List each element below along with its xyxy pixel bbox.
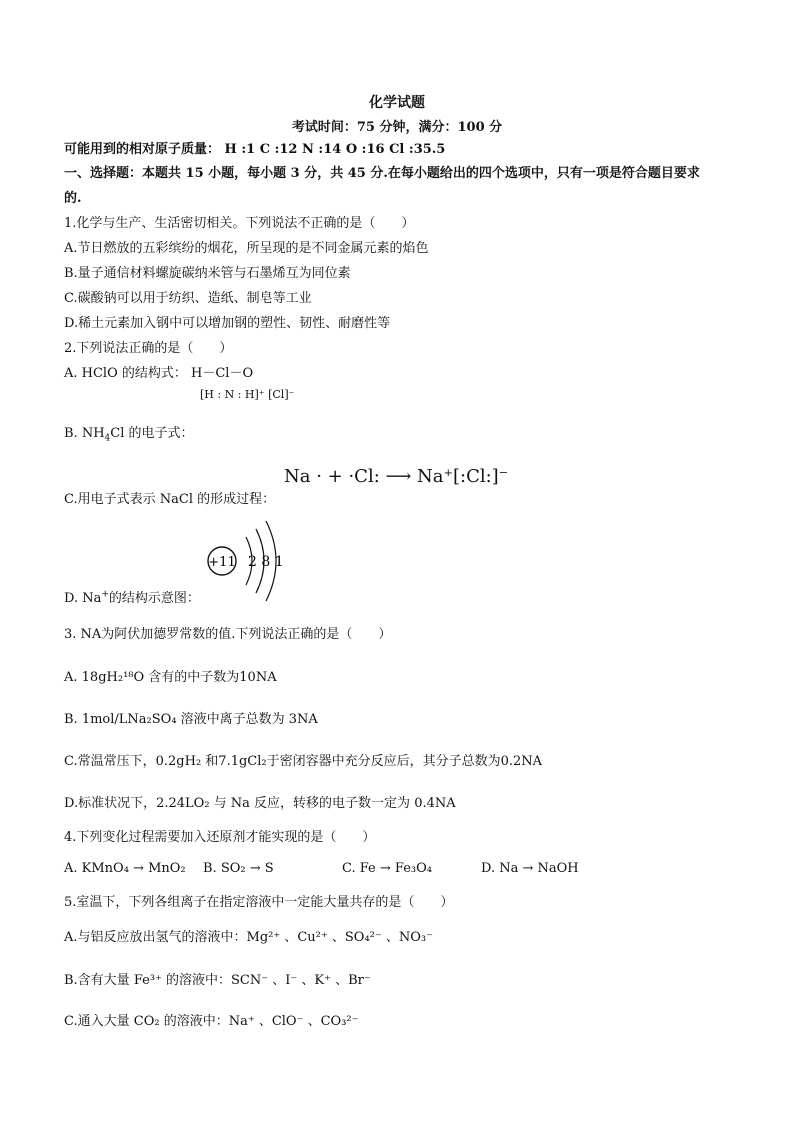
q1-stem: 1.化学与生产、生活密切相关。下列说法不正确的是（ ） bbox=[64, 216, 415, 231]
q2-b-prefix: B. NH bbox=[64, 426, 105, 441]
q4-stem: 4.下列变化过程需要加入还原剂才能实现的是（ ） bbox=[64, 830, 376, 845]
q1-option-a: A.节日燃放的五彩缤纷的烟花，所呈现的是不同金属元素的焰色 bbox=[64, 241, 429, 256]
q3-option-c: C.常温常压下，0.2gH₂ 和7.1gCl₂于密闭容器中充分反应后，其分子总数为0.2NA bbox=[64, 754, 543, 769]
q5-option-b: B.含有大量 Fe³⁺ 的溶液中：SCN⁻ 、I⁻ 、K⁺ 、Br⁻ bbox=[64, 973, 371, 988]
q2-d-superscript: + bbox=[101, 589, 109, 600]
q2-stem: 2.下列说法正确的是（ ） bbox=[64, 341, 233, 356]
q3-option-b: B. 1mol/LNa₂SO₄ 溶液中离子总数为 3NA bbox=[64, 712, 318, 727]
nh4cl-formula-text: [H : N : H]⁺ [Cl]⁻ bbox=[200, 388, 295, 401]
q1-option-c: C.碳酸钠可以用于纺织、造纸、制皂等工业 bbox=[64, 291, 312, 306]
q5-option-a: A.与铝反应放出氢气的溶液中：Mg²⁺ 、Cu²⁺ 、SO₄²⁻ 、NO₃⁻ bbox=[64, 930, 433, 945]
section-heading: 一、选择题：本题共 15 小题，每小题 3 分，共 45 分.在每小题给出的四个选项中，只有一项是符合题目要求 bbox=[64, 166, 700, 181]
q2-b-subscript: 4 bbox=[104, 433, 111, 444]
q5-option-c: C.通入大量 CO₂ 的溶液中：Na⁺ 、ClO⁻ 、CO₃²⁻ bbox=[64, 1014, 359, 1029]
nacl-formation-diagram bbox=[284, 466, 508, 487]
q1-option-d: D.稀土元素加入钢中可以增加钢的塑性、韧性、耐磨性等 bbox=[64, 316, 391, 331]
q2-d-prefix: D. Na bbox=[64, 591, 102, 606]
q4-option-b: B. SO₂ → S bbox=[203, 861, 274, 876]
q3-stem: 3. NA为阿伏加德罗常数的值.下列说法正确的是（ ） bbox=[64, 627, 392, 642]
atomic-masses: 可能用到的相对原子质量： H :1 C :12 N :14 O :16 Cl :35.5 bbox=[64, 142, 446, 157]
q2-option-a: A. HClO 的结构式： H－Cl－O bbox=[64, 366, 254, 381]
na-ion-structure-diagram bbox=[200, 515, 300, 607]
nh4cl-electron-formula bbox=[200, 388, 294, 401]
exam-info: 考试时间：75 分钟，满分：100 分 bbox=[291, 120, 503, 135]
q4-option-c: C. Fe → Fe₃O₄ bbox=[342, 861, 432, 876]
q3-option-a: A. 18gH₂¹⁸O 含有的中子数为10NA bbox=[64, 670, 277, 685]
shell-electrons: 2 8 1 bbox=[248, 554, 284, 570]
q4-option-a: A. KMnO₄ → MnO₂ bbox=[64, 861, 186, 876]
q2-option-d bbox=[64, 590, 200, 608]
section-heading-cont: 的. bbox=[64, 191, 82, 206]
q2-option-b bbox=[64, 425, 194, 443]
q2-d-suffix: 的结构示意图： bbox=[108, 591, 200, 606]
nucleus-label: +11 bbox=[208, 555, 236, 570]
q5-stem: 5.室温下，下列各组离子在指定溶液中一定能大量共存的是（ ） bbox=[64, 895, 454, 910]
q2-option-c: C.用电子式表示 NaCl 的形成过程： bbox=[64, 492, 276, 507]
q1-option-b: B.量子通信材料螺旋碳纳米管与石墨烯互为同位素 bbox=[64, 266, 351, 281]
q2-b-suffix: Cl 的电子式： bbox=[110, 426, 194, 441]
page-title: 化学试题 bbox=[369, 95, 425, 111]
q3-option-d: D.标准状况下，2.24LO₂ 与 Na 反应，转移的电子数一定为 0.4NA bbox=[64, 796, 456, 811]
nacl-formation-text: Na · + ·Cl: ⟶ Na⁺[:Cl:]⁻ bbox=[284, 466, 509, 487]
q4-option-d: D. Na → NaOH bbox=[481, 861, 579, 876]
